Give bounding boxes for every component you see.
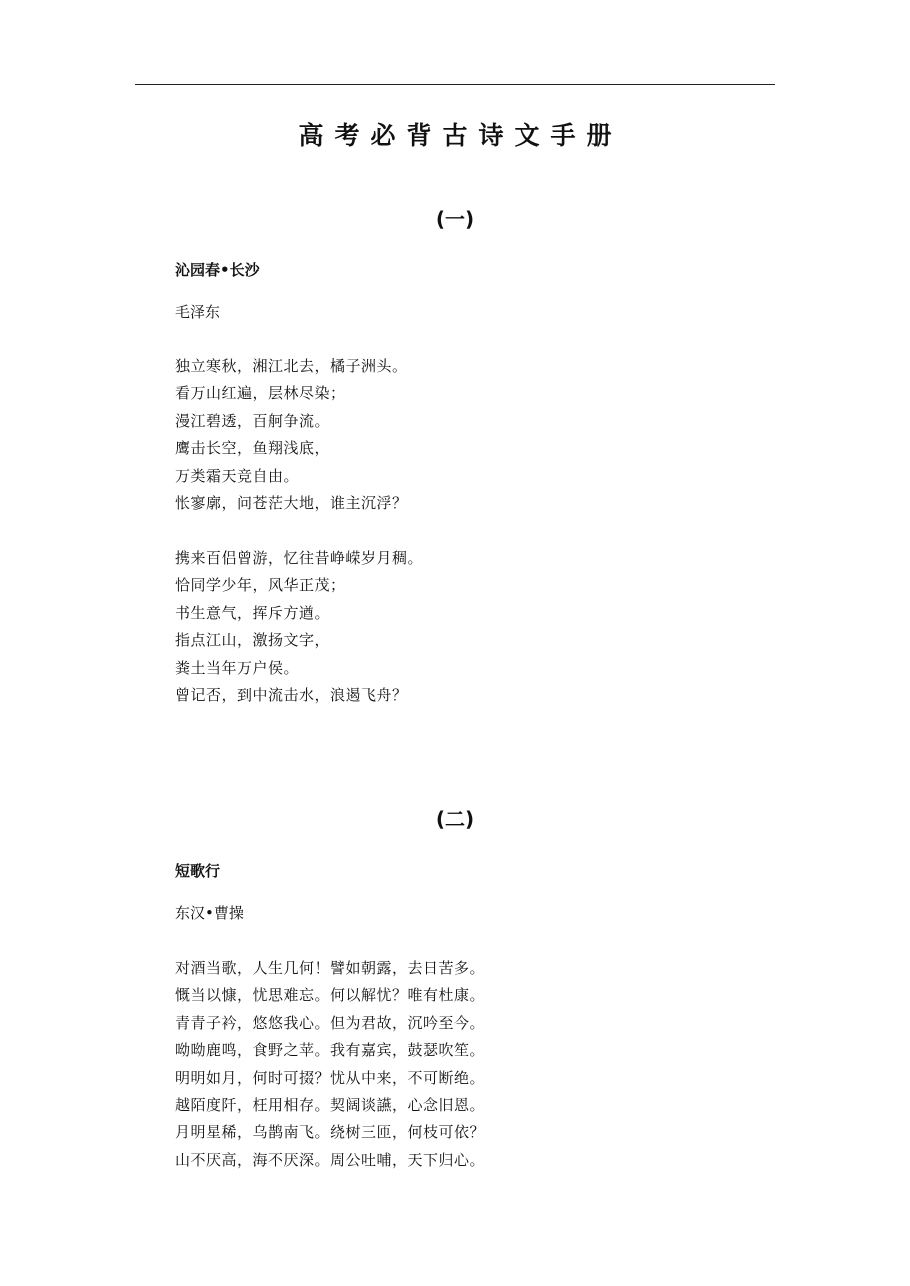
verse-line: 看万山红遍，层林尽染； bbox=[175, 384, 346, 403]
poem-title-1: 沁园春•长沙 bbox=[175, 261, 260, 279]
document-title: 高考必背古诗文手册 bbox=[298, 121, 623, 150]
verse-line: 山不厌高，海不厌深。周公吐哺，天下归心。 bbox=[175, 1150, 486, 1169]
stanza-1-1 bbox=[175, 353, 408, 517]
poem-title-2: 短歌行 bbox=[175, 862, 221, 880]
verse-line: 青青子衿，悠悠我心。但为君故，沉吟至今。 bbox=[175, 1013, 486, 1032]
header-rule bbox=[135, 84, 775, 85]
verse-line: 曾记否，到中流击水，浪遏飞舟？ bbox=[175, 685, 408, 704]
verse-line: 怅寥廓，问苍茫大地，谁主沉浮？ bbox=[175, 493, 408, 512]
verse-line: 越陌度阡，枉用相存。契阔谈讌，心念旧恩。 bbox=[175, 1095, 486, 1114]
verse-line: 漫江碧透，百舸争流。 bbox=[175, 411, 331, 430]
verse-line: 书生意气，挥斥方遒。 bbox=[175, 603, 331, 622]
section-number-1: (一) bbox=[435, 207, 475, 231]
stanza-2-1 bbox=[175, 955, 485, 1174]
verse-line: 呦呦鹿鸣，食野之苹。我有嘉宾，鼓瑟吹笙。 bbox=[175, 1041, 486, 1060]
verse-line: 月明星稀，乌鹊南飞。绕树三匝，何枝可依？ bbox=[175, 1123, 486, 1142]
poem-author-2: 东汉•曹操 bbox=[175, 904, 244, 922]
section-number-2: (二) bbox=[435, 807, 475, 831]
verse-line: 万类霜天竞自由。 bbox=[175, 466, 300, 485]
verse-line: 恰同学少年，风华正茂； bbox=[175, 576, 346, 595]
verse-line: 携来百侣曾游，忆往昔峥嵘岁月稠。 bbox=[175, 549, 424, 567]
verse-line: 对酒当歌，人生几何！譬如朝露，去日苦多。 bbox=[175, 959, 486, 977]
verse-line: 明明如月，何时可掇？忧从中来，不可断绝。 bbox=[175, 1068, 486, 1087]
verse-line: 慨当以慷，忧思难忘。何以解忧？唯有杜康。 bbox=[175, 986, 486, 1005]
verse-line: 指点江山，激扬文字， bbox=[175, 631, 331, 650]
poem-author-1: 毛泽东 bbox=[175, 303, 221, 321]
stanza-1-2 bbox=[175, 545, 423, 709]
verse-line: 独立寒秋，湘江北去，橘子洲头。 bbox=[175, 357, 408, 375]
verse-line: 鹰击长空，鱼翔浅底， bbox=[175, 439, 331, 458]
verse-line: 粪土当年万户侯。 bbox=[175, 658, 300, 677]
